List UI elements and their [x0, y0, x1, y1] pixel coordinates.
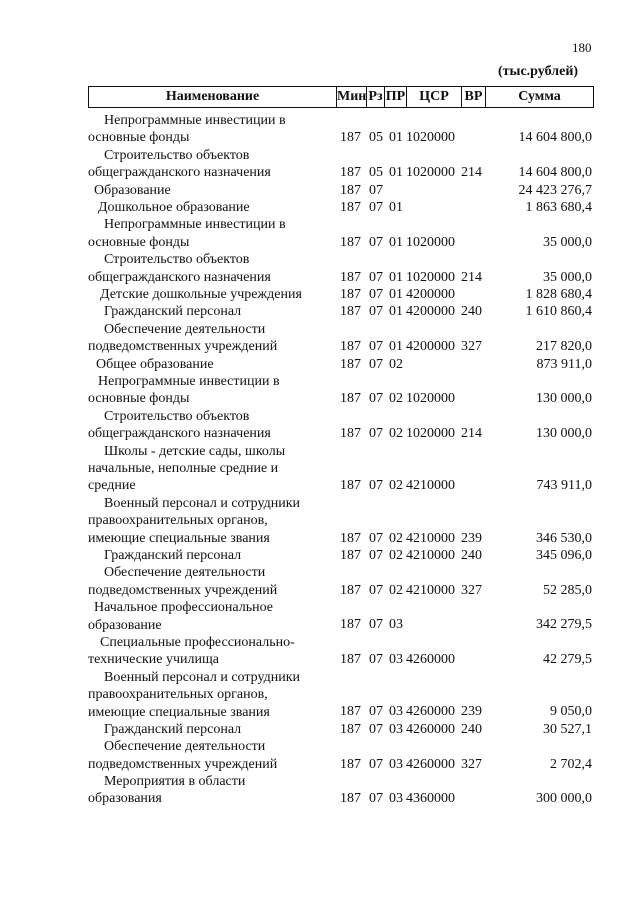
table-header — [88, 86, 594, 108]
row-name-line: Детские дошкольные учреждения — [100, 286, 302, 302]
table-row — [0, 303, 640, 320]
cell-csr: 1020000 — [406, 234, 455, 250]
cell-min: 187 — [340, 199, 361, 215]
row-name — [88, 599, 332, 634]
cell-sum: 300 000,0 — [536, 791, 592, 807]
cell-csr: 4210000 — [406, 530, 455, 546]
table-row — [0, 773, 640, 808]
cell-min: 187 — [340, 478, 361, 494]
cell-rz: 07 — [369, 547, 383, 563]
row-name — [88, 738, 332, 773]
cell-rz: 07 — [369, 269, 383, 285]
row-name-line: Специальные профессионально- — [100, 634, 295, 650]
cell-csr: 1020000 — [406, 165, 455, 181]
table-row — [0, 251, 640, 286]
row-name — [88, 303, 332, 320]
header-pr: ПР — [385, 87, 407, 107]
cell-csr: 1020000 — [406, 269, 455, 285]
cell-sum: 342 279,5 — [536, 617, 592, 633]
table-row — [0, 599, 640, 634]
header-sum: Сумма — [518, 89, 561, 104]
cell-sum: 14 604 800,0 — [518, 165, 592, 181]
cell-sum: 345 096,0 — [536, 547, 592, 563]
cell-sum: 217 820,0 — [536, 339, 592, 355]
cell-sum: 52 285,0 — [543, 582, 592, 598]
cell-min: 187 — [340, 426, 361, 442]
row-name-line: Дошкольное образование — [98, 199, 250, 215]
cell-min: 187 — [340, 286, 361, 302]
cell-rz: 07 — [369, 478, 383, 494]
row-name-line: основные фонды — [88, 234, 190, 250]
cell-rz: 07 — [369, 286, 383, 302]
row-name-line: подведомственных учреждений — [88, 339, 278, 355]
table-row — [0, 112, 640, 147]
cell-csr: 4200000 — [406, 339, 455, 355]
cell-rz: 07 — [369, 704, 383, 720]
row-name — [88, 182, 332, 199]
row-name-line: Гражданский персонал — [104, 304, 242, 320]
cell-vr: 214 — [461, 165, 482, 181]
cell-rz: 07 — [369, 391, 383, 407]
cell-csr: 1020000 — [406, 426, 455, 442]
cell-min: 187 — [340, 182, 361, 198]
cell-rz: 07 — [369, 426, 383, 442]
cell-min: 187 — [340, 791, 361, 807]
cell-csr: 4260000 — [406, 721, 455, 737]
row-name-line: Гражданский персонал — [104, 547, 242, 563]
row-name — [88, 495, 332, 547]
row-name-line: образования — [88, 791, 162, 807]
row-name-line: средние — [88, 478, 136, 494]
cell-rz: 05 — [369, 165, 383, 181]
table-row — [0, 408, 640, 443]
cell-pr: 01 — [389, 339, 403, 355]
row-name — [88, 547, 332, 564]
cell-rz: 07 — [369, 304, 383, 320]
cell-min: 187 — [340, 130, 361, 146]
row-name — [88, 216, 332, 251]
table-row — [0, 147, 640, 182]
row-name — [88, 112, 332, 147]
header-min: Мин — [337, 87, 367, 107]
cell-pr: 03 — [389, 617, 403, 633]
cell-rz: 07 — [369, 791, 383, 807]
row-name-line: Военный персонал и сотрудники — [104, 669, 300, 685]
table-row — [0, 443, 640, 495]
cell-sum: 130 000,0 — [536, 391, 592, 407]
cell-sum: 130 000,0 — [536, 426, 592, 442]
cell-csr: 4260000 — [406, 652, 455, 668]
cell-min: 187 — [340, 582, 361, 598]
cell-min: 187 — [340, 339, 361, 355]
cell-sum: 873 911,0 — [536, 356, 592, 372]
cell-csr: 4210000 — [406, 547, 455, 563]
cell-csr: 4260000 — [406, 704, 455, 720]
header-vr: ВР — [462, 87, 486, 107]
cell-min: 187 — [340, 617, 361, 633]
table-row — [0, 634, 640, 669]
cell-pr: 02 — [389, 582, 403, 598]
cell-pr: 03 — [389, 652, 403, 668]
cell-csr: 4210000 — [406, 582, 455, 598]
table-row — [0, 182, 640, 199]
cell-rz: 07 — [369, 617, 383, 633]
cell-rz: 07 — [369, 199, 383, 215]
cell-sum: 35 000,0 — [543, 234, 592, 250]
cell-min: 187 — [340, 165, 361, 181]
row-name-line: имеющие специальные звания — [88, 704, 270, 720]
cell-csr: 1020000 — [406, 130, 455, 146]
row-name — [88, 634, 332, 669]
header-csr: ЦСР — [407, 87, 462, 107]
cell-min: 187 — [340, 356, 361, 372]
cell-vr: 239 — [461, 704, 482, 720]
cell-rz: 07 — [369, 182, 383, 198]
row-name-line: Гражданский персонал — [104, 721, 242, 737]
cell-pr: 01 — [389, 199, 403, 215]
row-name-line: Начальное профессиональное — [94, 600, 274, 616]
cell-min: 187 — [340, 304, 361, 320]
cell-min: 187 — [340, 756, 361, 772]
row-name-line: Строительство объектов — [104, 408, 250, 424]
row-name — [88, 669, 332, 721]
cell-pr: 03 — [389, 756, 403, 772]
cell-vr: 327 — [461, 339, 482, 355]
cell-pr: 03 — [389, 721, 403, 737]
table-row — [0, 669, 640, 721]
cell-rz: 07 — [369, 721, 383, 737]
cell-sum: 346 530,0 — [536, 530, 592, 546]
table-row — [0, 321, 640, 356]
cell-min: 187 — [340, 704, 361, 720]
cell-csr: 4200000 — [406, 304, 455, 320]
cell-vr: 239 — [461, 530, 482, 546]
cell-min: 187 — [340, 269, 361, 285]
row-name — [88, 356, 332, 373]
table-body — [0, 112, 640, 808]
row-name-line: Образование — [94, 182, 171, 198]
row-name — [88, 773, 332, 808]
cell-sum: 42 279,5 — [543, 652, 592, 668]
row-name-line: Строительство объектов — [104, 252, 250, 268]
row-name-line: Военный персонал и сотрудники — [104, 495, 300, 511]
cell-pr: 01 — [389, 234, 403, 250]
cell-min: 187 — [340, 530, 361, 546]
cell-min: 187 — [340, 547, 361, 563]
table-row — [0, 356, 640, 373]
table-row — [0, 216, 640, 251]
row-name-line: общегражданского назначения — [88, 165, 271, 181]
row-name-line: подведомственных учреждений — [88, 756, 278, 772]
row-name-line: Непрограммные инвестиции в — [104, 217, 286, 233]
cell-pr: 02 — [389, 391, 403, 407]
table-row — [0, 738, 640, 773]
row-name-line: общегражданского назначения — [88, 426, 271, 442]
cell-pr: 01 — [389, 165, 403, 181]
row-name-line: Обеспечение деятельности — [104, 321, 266, 337]
row-name-line: правоохранительных органов, — [88, 513, 268, 529]
cell-pr: 02 — [389, 478, 403, 494]
row-name-line: имеющие специальные звания — [88, 530, 270, 546]
row-name-line: Мероприятия в области — [104, 774, 246, 790]
cell-rz: 07 — [369, 530, 383, 546]
row-name-line: общегражданского назначения — [88, 269, 271, 285]
cell-sum: 35 000,0 — [543, 269, 592, 285]
cell-csr: 4360000 — [406, 791, 455, 807]
cell-vr: 327 — [461, 756, 482, 772]
row-name — [88, 321, 332, 356]
cell-rz: 05 — [369, 130, 383, 146]
row-name-line: Непрограммные инвестиции в — [104, 113, 286, 128]
cell-sum: 9 050,0 — [550, 704, 592, 720]
row-name — [88, 199, 332, 216]
cell-pr: 02 — [389, 547, 403, 563]
cell-pr: 01 — [389, 286, 403, 302]
cell-pr: 03 — [389, 791, 403, 807]
table-row — [0, 564, 640, 599]
cell-sum: 2 702,4 — [550, 756, 592, 772]
row-name-line: Строительство объектов — [104, 147, 250, 163]
row-name-line: образование — [88, 617, 162, 633]
units-label: (тыс.рублей) — [498, 64, 579, 79]
cell-vr: 327 — [461, 582, 482, 598]
cell-min: 187 — [340, 234, 361, 250]
cell-min: 187 — [340, 391, 361, 407]
cell-csr: 4200000 — [406, 286, 455, 302]
cell-vr: 214 — [461, 426, 482, 442]
cell-vr: 240 — [461, 547, 482, 563]
table-row — [0, 199, 640, 216]
cell-pr: 01 — [389, 269, 403, 285]
header-name: Наименование — [89, 87, 337, 107]
cell-rz: 07 — [369, 756, 383, 772]
row-name-line: подведомственных учреждений — [88, 582, 278, 598]
cell-pr: 01 — [389, 304, 403, 320]
cell-sum: 743 911,0 — [536, 478, 592, 494]
cell-csr: 1020000 — [406, 391, 455, 407]
cell-vr: 240 — [461, 721, 482, 737]
cell-vr: 214 — [461, 269, 482, 285]
cell-csr: 4260000 — [406, 756, 455, 772]
cell-sum: 30 527,1 — [543, 721, 592, 737]
cell-pr: 01 — [389, 130, 403, 146]
row-name-line: Непрограммные инвестиции в — [98, 373, 280, 389]
cell-sum: 1 863 680,4 — [525, 199, 592, 215]
cell-rz: 07 — [369, 234, 383, 250]
row-name — [88, 443, 332, 495]
table-row — [0, 495, 640, 547]
row-name-line: Школы - детские сады, школы — [104, 443, 286, 459]
row-name — [88, 251, 332, 286]
cell-min: 187 — [340, 721, 361, 737]
cell-rz: 07 — [369, 356, 383, 372]
cell-rz: 07 — [369, 339, 383, 355]
row-name-line: Обеспечение деятельности — [104, 739, 266, 755]
row-name-line: основные фонды — [88, 130, 190, 146]
cell-pr: 02 — [389, 356, 403, 372]
table-row — [0, 373, 640, 408]
row-name — [88, 564, 332, 599]
row-name-line: правоохранительных органов, — [88, 687, 268, 703]
cell-rz: 07 — [369, 652, 383, 668]
cell-rz: 07 — [369, 582, 383, 598]
cell-sum: 1 828 680,4 — [525, 286, 592, 302]
cell-sum: 1 610 860,4 — [525, 304, 592, 320]
cell-sum: 14 604 800,0 — [518, 130, 592, 146]
row-name — [88, 286, 332, 303]
row-name — [88, 147, 332, 182]
cell-vr: 240 — [461, 304, 482, 320]
cell-min: 187 — [340, 652, 361, 668]
table-row — [0, 547, 640, 564]
table-row — [0, 286, 640, 303]
cell-pr: 03 — [389, 704, 403, 720]
header-rz: Рз — [367, 87, 385, 107]
page-number: 180 — [572, 40, 592, 55]
row-name-line: основные фонды — [88, 391, 190, 407]
row-name-line: технические училища — [88, 652, 219, 668]
row-name-line: Общее образование — [96, 356, 214, 372]
cell-csr: 4210000 — [406, 478, 455, 494]
row-name — [88, 721, 332, 738]
cell-pr: 02 — [389, 530, 403, 546]
row-name — [88, 408, 332, 443]
row-name-line: Обеспечение деятельности — [104, 565, 266, 581]
cell-sum: 24 423 276,7 — [518, 182, 592, 198]
row-name-line: начальные, неполные средние и — [88, 460, 279, 476]
cell-pr: 02 — [389, 426, 403, 442]
table-row — [0, 721, 640, 738]
row-name — [88, 373, 332, 408]
